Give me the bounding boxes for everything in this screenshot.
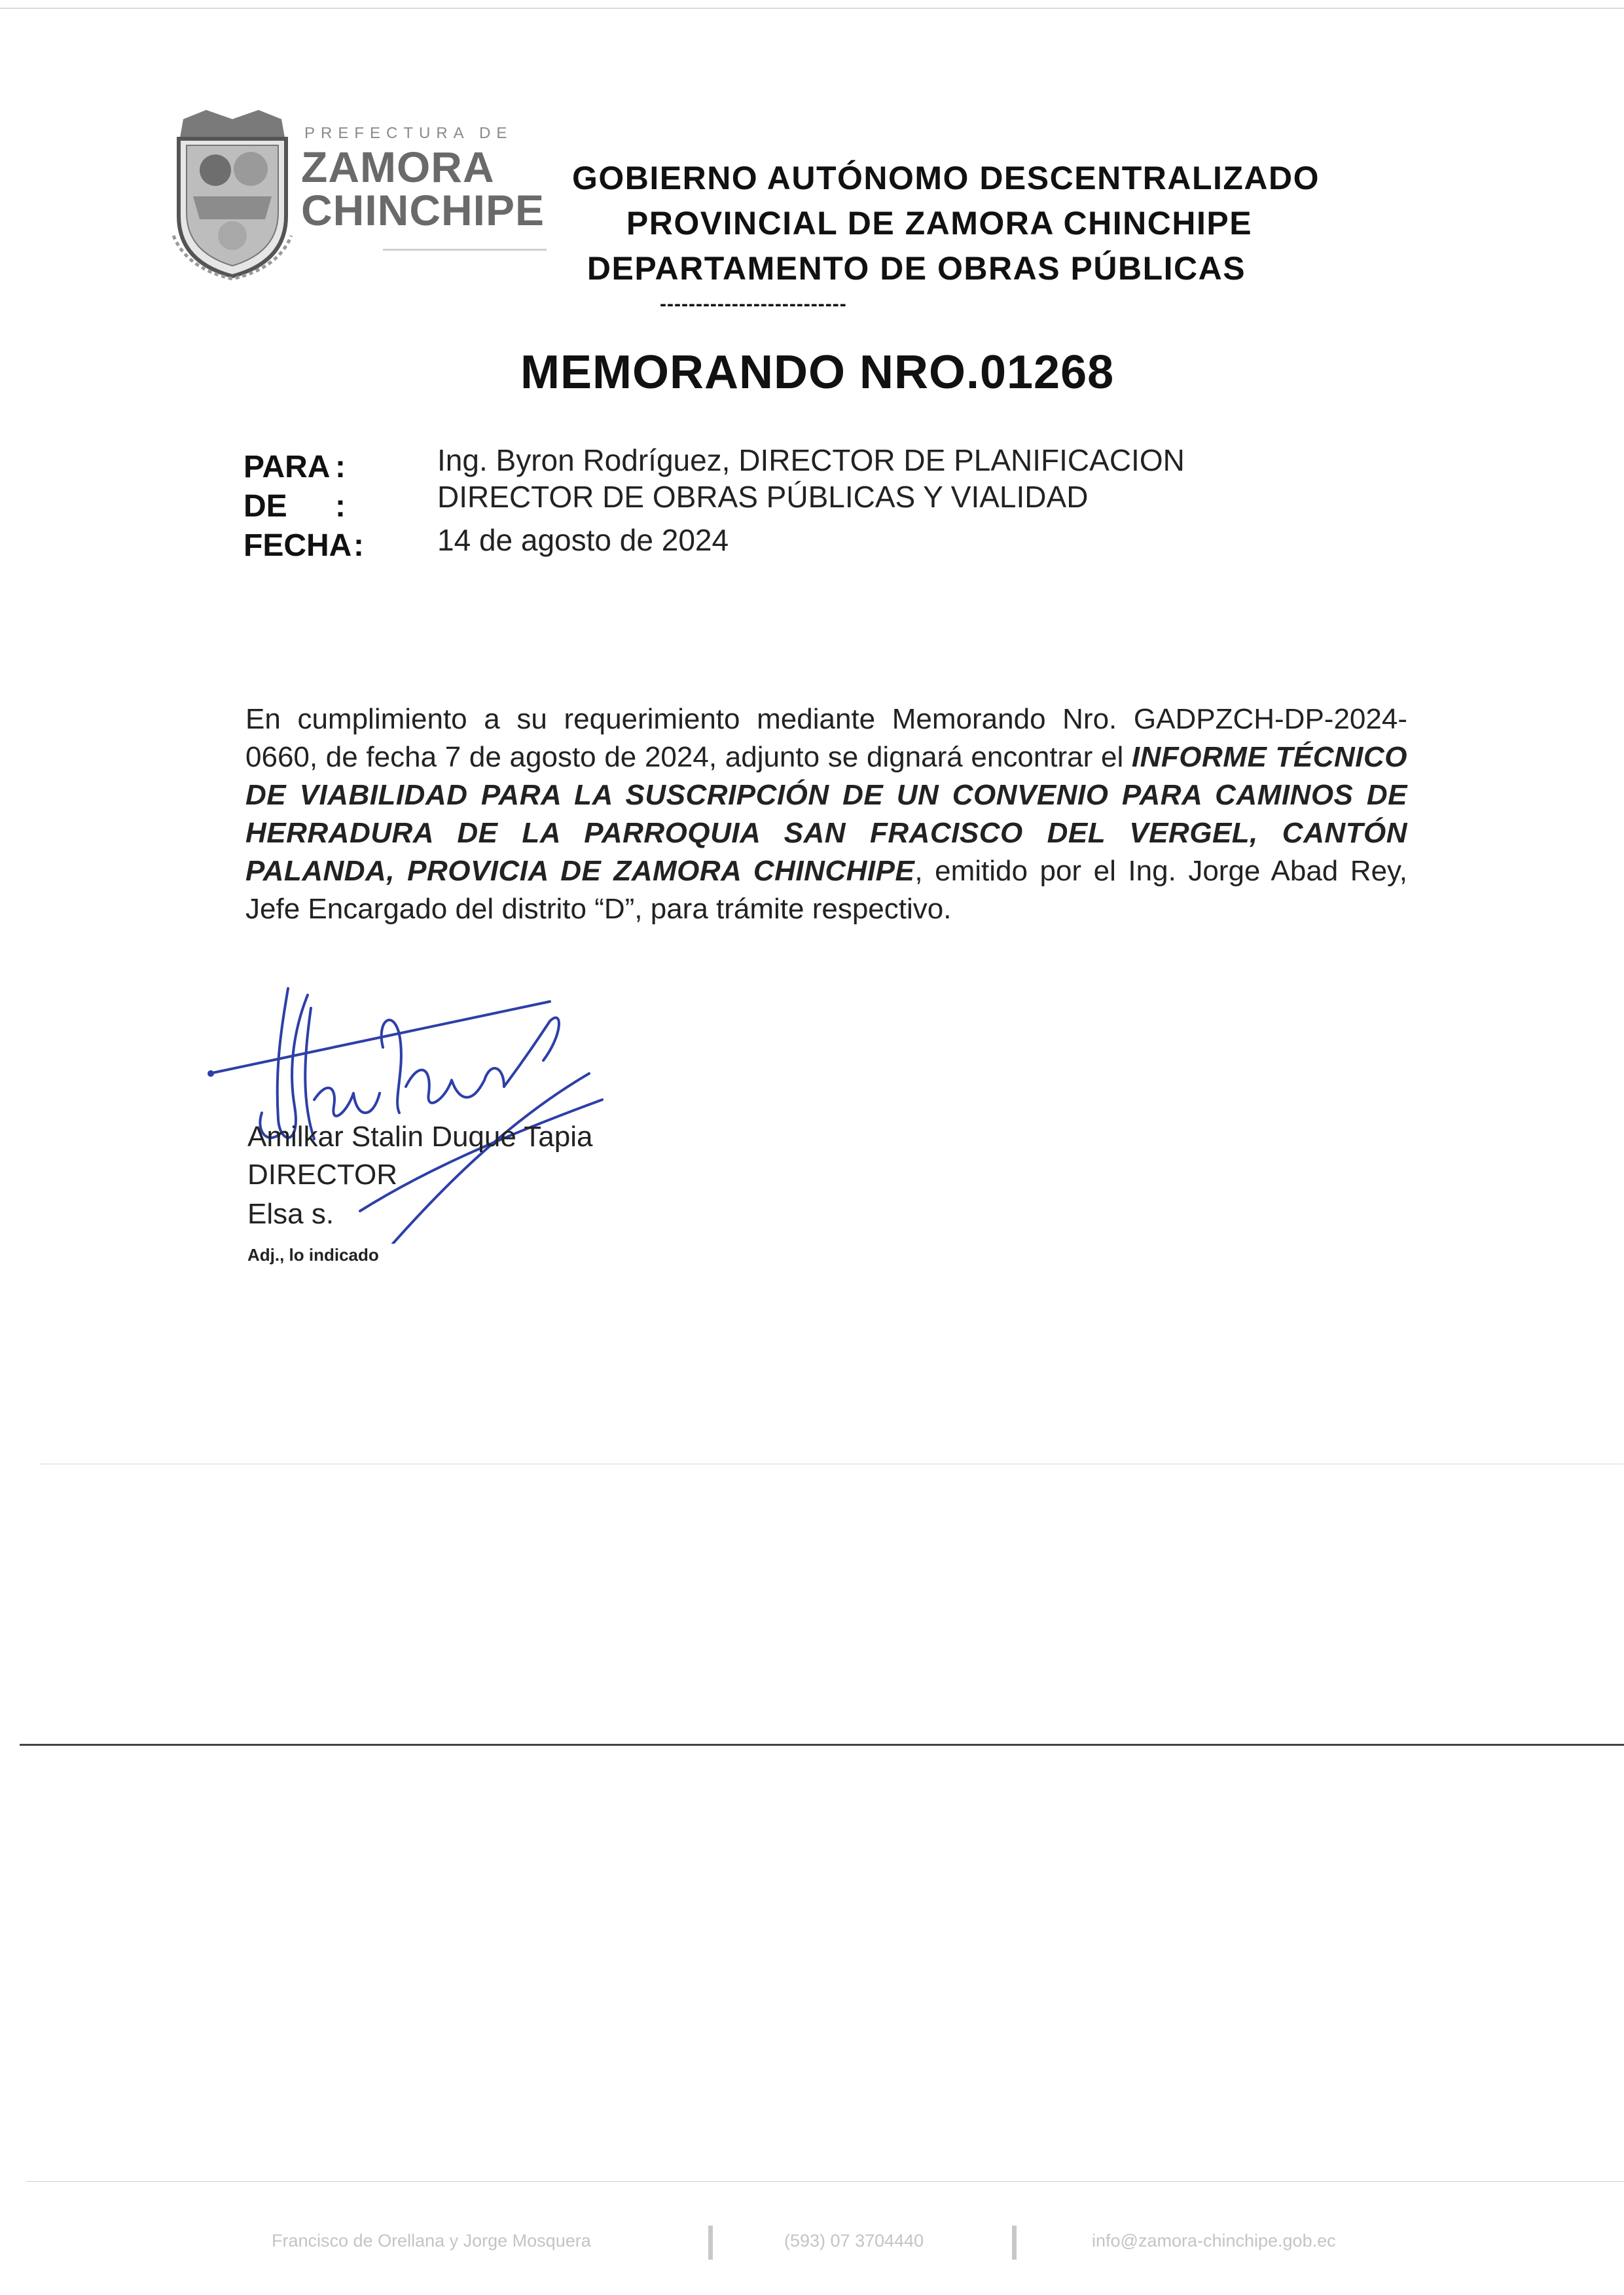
- footer-address: Francisco de Orellana y Jorge Mosquera: [272, 2231, 591, 2250]
- signer-name: Amilkar Stalin Duque Tapia: [247, 1121, 593, 1153]
- field-label-para: PARA: [244, 450, 331, 484]
- memo-title: MEMORANDO NRO.01268: [520, 346, 1115, 399]
- footer-separator-2: [1012, 2226, 1017, 2260]
- signer-position: DIRECTOR: [247, 1159, 397, 1191]
- footer-email: info@zamora-chinchipe.gob.ec: [1092, 2231, 1336, 2250]
- field-colon-de: :: [335, 489, 346, 524]
- top-edge-line: [0, 8, 1624, 9]
- field-label-de: DE: [244, 489, 287, 524]
- field-colon-para: :: [335, 450, 346, 484]
- memo-body: [245, 700, 1407, 928]
- field-label-fecha: FECHA: [244, 528, 352, 563]
- attachment-note: Adj., lo indicado: [247, 1245, 379, 1265]
- body-intro: En cumplimiento a su requerimiento mediante Memorando Nro. GADPZCH-DP-2024-0660, de fecha 7 de agosto de 2024, adjunto se dignará encontrar el: [245, 703, 1407, 773]
- footer-separator-1: [708, 2226, 713, 2260]
- field-value-de: DIRECTOR DE OBRAS PÚBLICAS Y VIALIDAD: [437, 480, 1089, 514]
- logo-line-chinchipe: CHINCHIPE: [301, 186, 545, 234]
- body-report-title: INFORME TÉCNICO DE VIABILIDAD PARA LA SUSCRIPCIÓN DE UN CONVENIO PARA CAMINOS DE HERRADURA DE LA PARROQUIA SAN FRACISCO DEL VERGEL, CANTÓN PALANDA, PROVICIA DE ZAMORA CHINCHIPE: [245, 741, 1407, 887]
- section-divider-line: [20, 1744, 1624, 1746]
- field-value-para: Ing. Byron Rodríguez, DIRECTOR DE PLANIFICACION: [437, 443, 1185, 477]
- org-line-3: DEPARTAMENTO DE OBRAS PÚBLICAS: [586, 250, 1246, 287]
- footer-phone: (593) 07 3704440: [784, 2231, 924, 2250]
- typist-initials: Elsa s.: [247, 1198, 334, 1230]
- organization-header: [537, 156, 1355, 291]
- body-outro: , emitido por el Ing. Jorge Abad Rey, Jefe Encargado del distrito “D”, para trámite respectivo.: [245, 855, 1407, 925]
- header-separator: --------------------------: [660, 293, 847, 315]
- org-line-1: GOBIERNO AUTÓNOMO DESCENTRALIZADO: [571, 160, 1320, 196]
- logo-line-zamora: ZAMORA: [301, 143, 495, 191]
- logo-small-text: PREFECTURA DE: [304, 124, 513, 142]
- field-colon-fecha: :: [353, 528, 364, 563]
- coat-of-arms-icon: [167, 105, 298, 281]
- field-value-fecha: 14 de agosto de 2024: [437, 523, 729, 557]
- footer-top-line: [26, 2181, 1624, 2182]
- org-line-2: PROVINCIAL DE ZAMORA CHINCHIPE: [626, 205, 1253, 242]
